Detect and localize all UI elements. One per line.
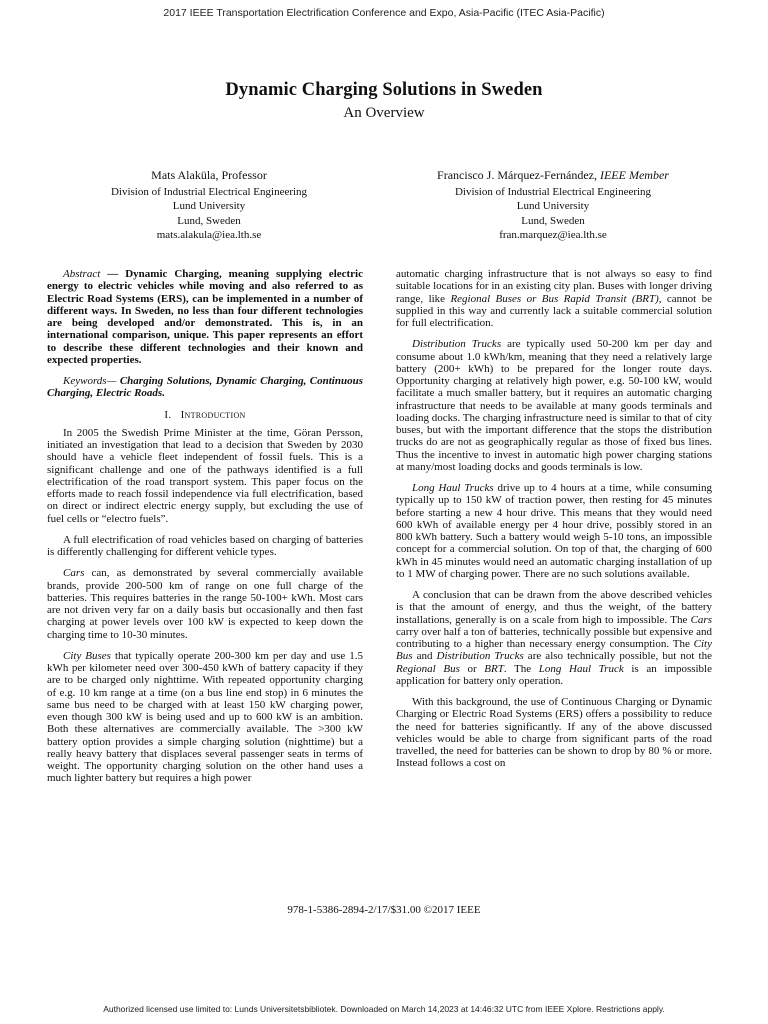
author-1	[54, 168, 364, 243]
abstract-text: — Dynamic Charging, meaning supplying electric energy to electric vehicles while moving and also referred to as Electric Road Systems (ERS), can be implemented in a number of different ways. In Sweden, no less than four different technologies are being developed and/or demonstrated. This is, in an international comparison, unique. This paper represents an effort to describe these different technologies and their known and expected properties.	[47, 268, 363, 366]
term-brt: BRT	[484, 662, 504, 675]
city-buses-text: that typically operate 200-300 km per day and use 1.5 kWh per kilometer need over 300-450 kWh of battery capacity if they are to be charged only nighttime. With repeated opportunity charging of e.g. 10 km range at a time (on a bus line end stop) in 6 minutes the same bus need to be charged with at least 150 kW charging power, even though 300 kW is being used and up to 600 kW is an ambition. Both these alternatives are commercially available. The >300 kW battery option provides a simple charging solution (nighttime) but a really heavy battery that displaces several passenger seats in terms of weight. The opportunity charging solution on the other hand uses a much lighter battery but requires a high power	[47, 649, 363, 785]
conference-header: 2017 IEEE Transportation Electrification Conference and Expo, Asia-Pacific (ITEC Asia-Pacific)	[163, 7, 605, 19]
right-paragraph-distribution-trucks	[396, 338, 712, 473]
text-segment: . The	[503, 662, 539, 675]
term-long-haul-trucks: Long Haul Trucks	[412, 482, 494, 494]
section-number: I.	[164, 408, 172, 421]
intro-paragraph-2: A full electrification of road vehicles based on charging of batteries is differently challenging for different vehicle types.	[47, 533, 363, 558]
term-city-buses: City Buses	[63, 649, 111, 662]
author-2-email[interactable]: fran.marquez@iea.lth.se	[499, 229, 607, 241]
right-paragraph-background: With this background, the use of Continuous Charging or Dynamic Charging or Electric Road Systems (ERS) offers a possibility to reduce the need for batteries significantly. If any of the above discussed vehicles would be able to charge from significant parts of the road travelled, the need for batteries can be shown to drop by 80 % or more. Instead follows a cost on	[396, 696, 712, 770]
copyright-line: 978-1-5386-2894-2/17/$31.00 ©2017 IEEE	[287, 904, 481, 916]
author-2-name-line	[398, 168, 708, 183]
license-notice: Authorized licensed use limited to: Lunds Universitetsbibliotek. Downloaded on March 14,2023 at 14:46:32 UTC from IEEE Xplore. Restrictions apply.	[103, 1004, 665, 1014]
text-segment: are also technically possible, but not the	[523, 650, 712, 663]
paper-title: Dynamic Charging Solutions in Sweden	[225, 80, 543, 100]
author-1-name: Mats Alaküla, Professor	[151, 168, 267, 182]
author-1-univ: Lund University	[172, 200, 246, 212]
intro-paragraph-1: In 2005 the Swedish Prime Minister at the time, Göran Persson, initiated an investigation that lead to a decision that Sweden by 2030 should have a vehicle fleet independent of fossil fuels. This is a significant challenge and one of the pathways identified is a full electrification of the road transport system. This paper focus on the efforts made to reach fossil independence via full electrification, based on direct or indirect electric energy supply, but excluding the use of fuel cells or “electro fuels”.	[47, 426, 363, 525]
term-cars: Cars	[690, 613, 712, 626]
right-paragraph-1	[396, 268, 712, 329]
keywords-label: Keywords—	[63, 375, 117, 387]
title-block	[0, 80, 768, 122]
author-2-name: Francisco J. Márquez-Fernández,	[437, 168, 600, 182]
author-1-dept: Division of Industrial Electrical Engineering	[110, 185, 308, 198]
term-distribution-trucks: Distribution Trucks	[436, 650, 524, 663]
intro-paragraph-city-buses	[47, 650, 363, 785]
left-column	[47, 268, 363, 794]
author-2-membership: IEEE Member	[599, 168, 669, 182]
intro-paragraph-cars	[47, 567, 363, 641]
text-segment: drive up to 4 hours at a time, while consuming typically up to 150 kW of traction power, then resting for 45 minutes before starting a new 4 hour drive. This means that they would need 600 kWh of available energy per 4 hour drive, possibly stored in an 800 kWh battery. Such a battery would weigh 5-10 tons, an impossible concept for a commercial solution. On top of that, the charging of 600 kWh in 45 minutes would need an automatic charging installation of up to 1 MW of charging power. There are no such solutions available.	[396, 482, 712, 580]
text-segment: , cannot be supplied in this way and currently lack a suitable commercial solution for full electrification.	[396, 292, 713, 329]
author-1-email[interactable]: mats.alakula@iea.lth.se	[156, 229, 262, 241]
term-regional-buses: Regional Buses or Bus Rapid Transit (BRT)	[450, 292, 659, 305]
term-city-bus: City Bus	[396, 638, 712, 663]
text-segment: A conclusion that can be drawn from the above described vehicles is that the amount of energy, and thus the weight, of the battery installations, generally is on a scale from high to impossible. The	[396, 589, 712, 626]
author-2-city: Lund, Sweden	[521, 214, 585, 227]
author-2-dept: Division of Industrial Electrical Engineering	[454, 185, 652, 198]
text-segment: and	[412, 650, 437, 663]
paper-subtitle: An Overview	[343, 105, 425, 121]
term-cars: Cars	[63, 567, 85, 580]
term-distribution-trucks: Distribution Trucks	[412, 338, 502, 351]
right-column	[396, 268, 712, 779]
keywords	[47, 375, 363, 400]
abstract	[47, 268, 363, 366]
text-segment: carry over half a ton of batteries, technically possible but expensive and contributing to a higher than necessary energy consumption. The	[396, 625, 712, 650]
abstract-label: Abstract	[63, 268, 101, 280]
cars-text: can, as demonstrated by several commercially available brands, provide 200-500 km of range on one full charge of the batteries. This requires batteries in the range 50-100+ kWh. Most cars are not driven very far on a daily basis but occasionally and then fast charging at power levels over 100 kW is expected to keep down the charging time to 10-30 minutes.	[47, 567, 363, 641]
author-2-univ: Lund University	[516, 200, 590, 212]
text-segment: automatic charging infrastructure that is not always so easy to find suitable locations for in an existing city plan. Buses with longer driving range, like	[396, 268, 712, 305]
text-segment: or	[459, 662, 485, 675]
section-heading-introduction	[47, 409, 363, 421]
text-segment: are typically used 50-200 km per day and consume about 1.0 kWh/km, meaning that they need a relatively large battery (200+ kWh) to be prepared for the longer route days. Opportunity charging at relatively high power, e.g. 50-100 kW, would facilitate a much smaller battery, but it requires an automatic charging infrastructure that needs to be available at many goods terminals and loading docks. The charging infrastructure need is similar to that of city buses, but with the important difference that the stops the distribution trucks do are not as geographically regular as those of fixed bus lines. Thus the incentive to invest in automatic high power charging stations at many/most loading docks and goods terminals is low.	[396, 338, 713, 473]
term-long-haul-truck: Long Haul Truck	[538, 662, 624, 675]
right-paragraph-conclusion	[396, 589, 712, 687]
author-2	[398, 168, 708, 243]
term-regional-bus: Regional Bus	[396, 662, 460, 675]
author-1-city: Lund, Sweden	[177, 214, 241, 227]
right-paragraph-long-haul-trucks	[396, 482, 712, 580]
section-title: Introduction	[180, 408, 246, 421]
keywords-text: Charging Solutions, Dynamic Charging, Continuous Charging, Electric Roads.	[47, 375, 363, 400]
text-segment: is an impossible application for battery only operation.	[396, 662, 713, 687]
